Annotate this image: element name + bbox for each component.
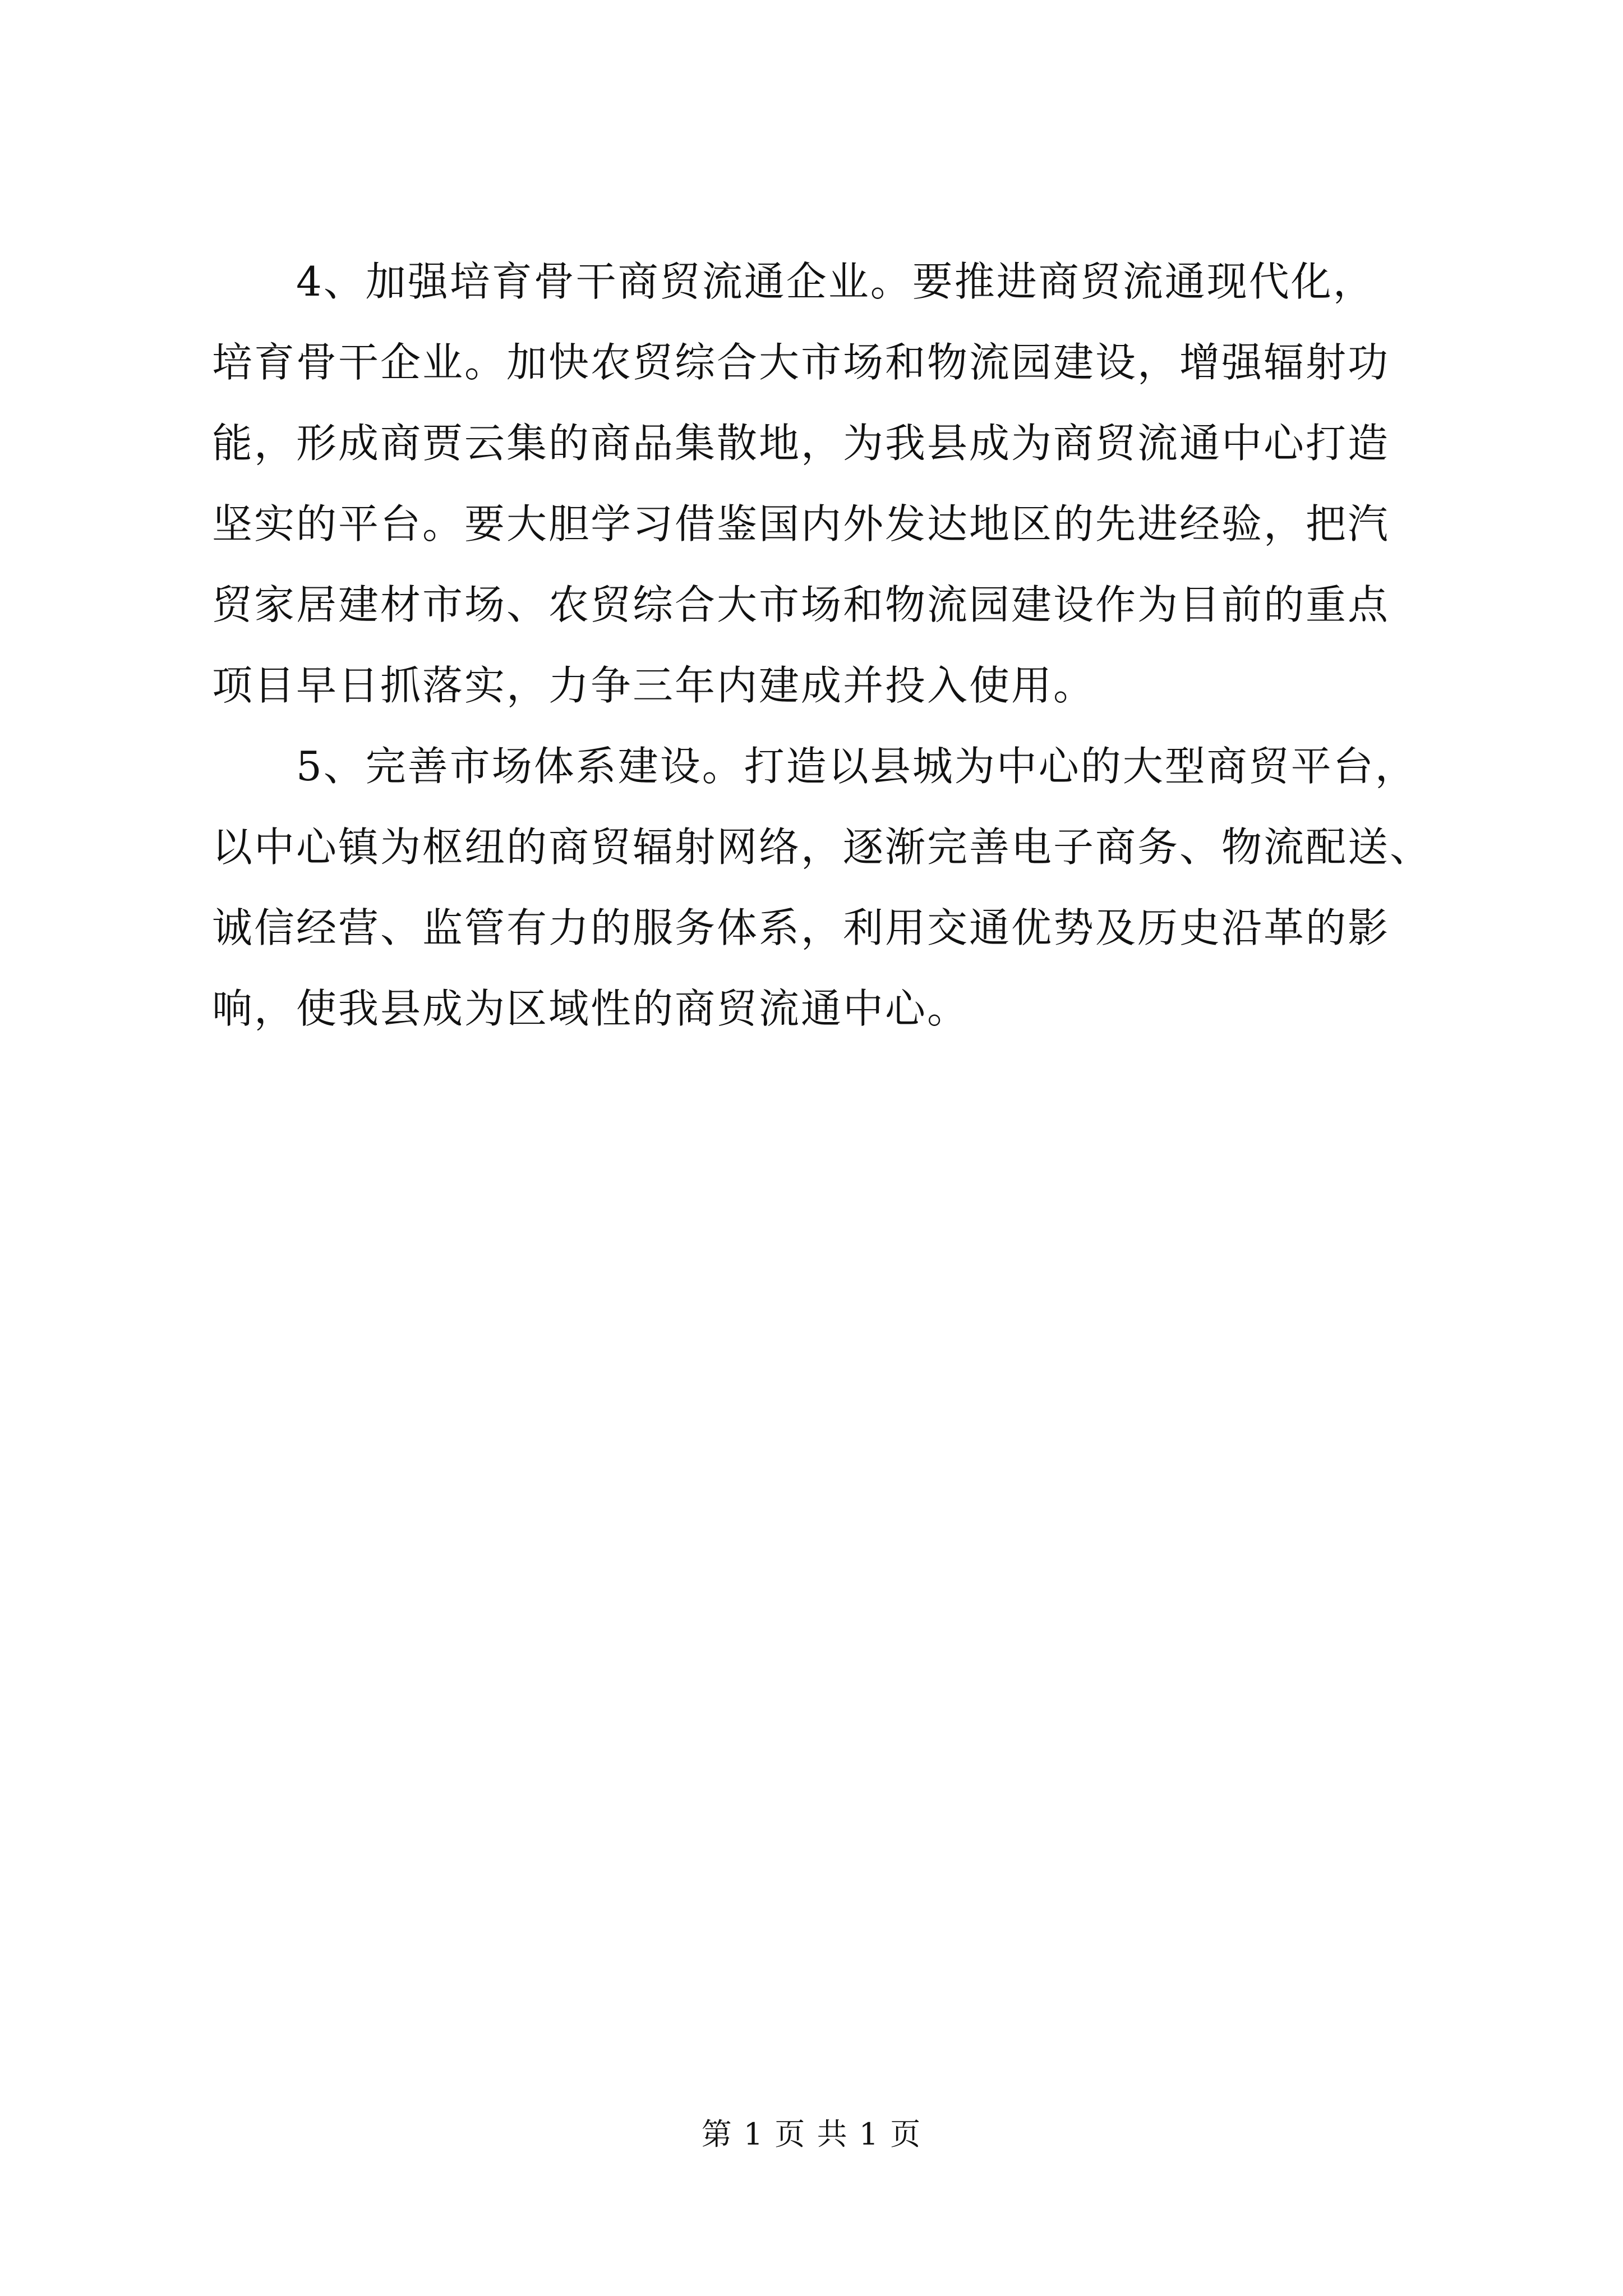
paragraph-line: 培育骨干企业。加快农贸综合大市场和物流园建设，增强辐射功 [212, 339, 1390, 386]
document-body [212, 241, 1432, 1049]
page-number-footer: 第 1 页 共 1 页 [701, 2116, 922, 2152]
paragraph-line: 项目早日抓落实，力争三年内建成并投入使用。 [212, 662, 1096, 709]
paragraph-line: 能，形成商贾云集的商品集散地，为我县成为商贸流通中心打造 [212, 420, 1390, 467]
paragraph-4 [212, 241, 1423, 726]
paragraph-line: 4、加强培育骨干商贸流通企业。要推进商贸流通现代化， [296, 258, 1375, 305]
paragraph-line: 贸家居建材市场、农贸综合大市场和物流园建设作为目前的重点 [212, 581, 1390, 628]
paragraph-line: 诚信经营、监管有力的服务体系，利用交通优势及历史沿革的影 [212, 904, 1390, 951]
paragraph-line: 以中心镇为枢纽的商贸辐射网络，逐渐完善电子商务、物流配送、 [212, 823, 1432, 871]
paragraph-line: 坚实的平台。要大胆学习借鉴国内外发达地区的先进经验，把汽 [212, 500, 1390, 547]
paragraph-line: 响，使我县成为区域性的商贸流通中心。 [212, 985, 970, 1032]
paragraph-line: 5、完善市场体系建设。打造以县城为中心的大型商贸平台， [296, 743, 1417, 790]
paragraph-5 [212, 726, 1432, 1049]
